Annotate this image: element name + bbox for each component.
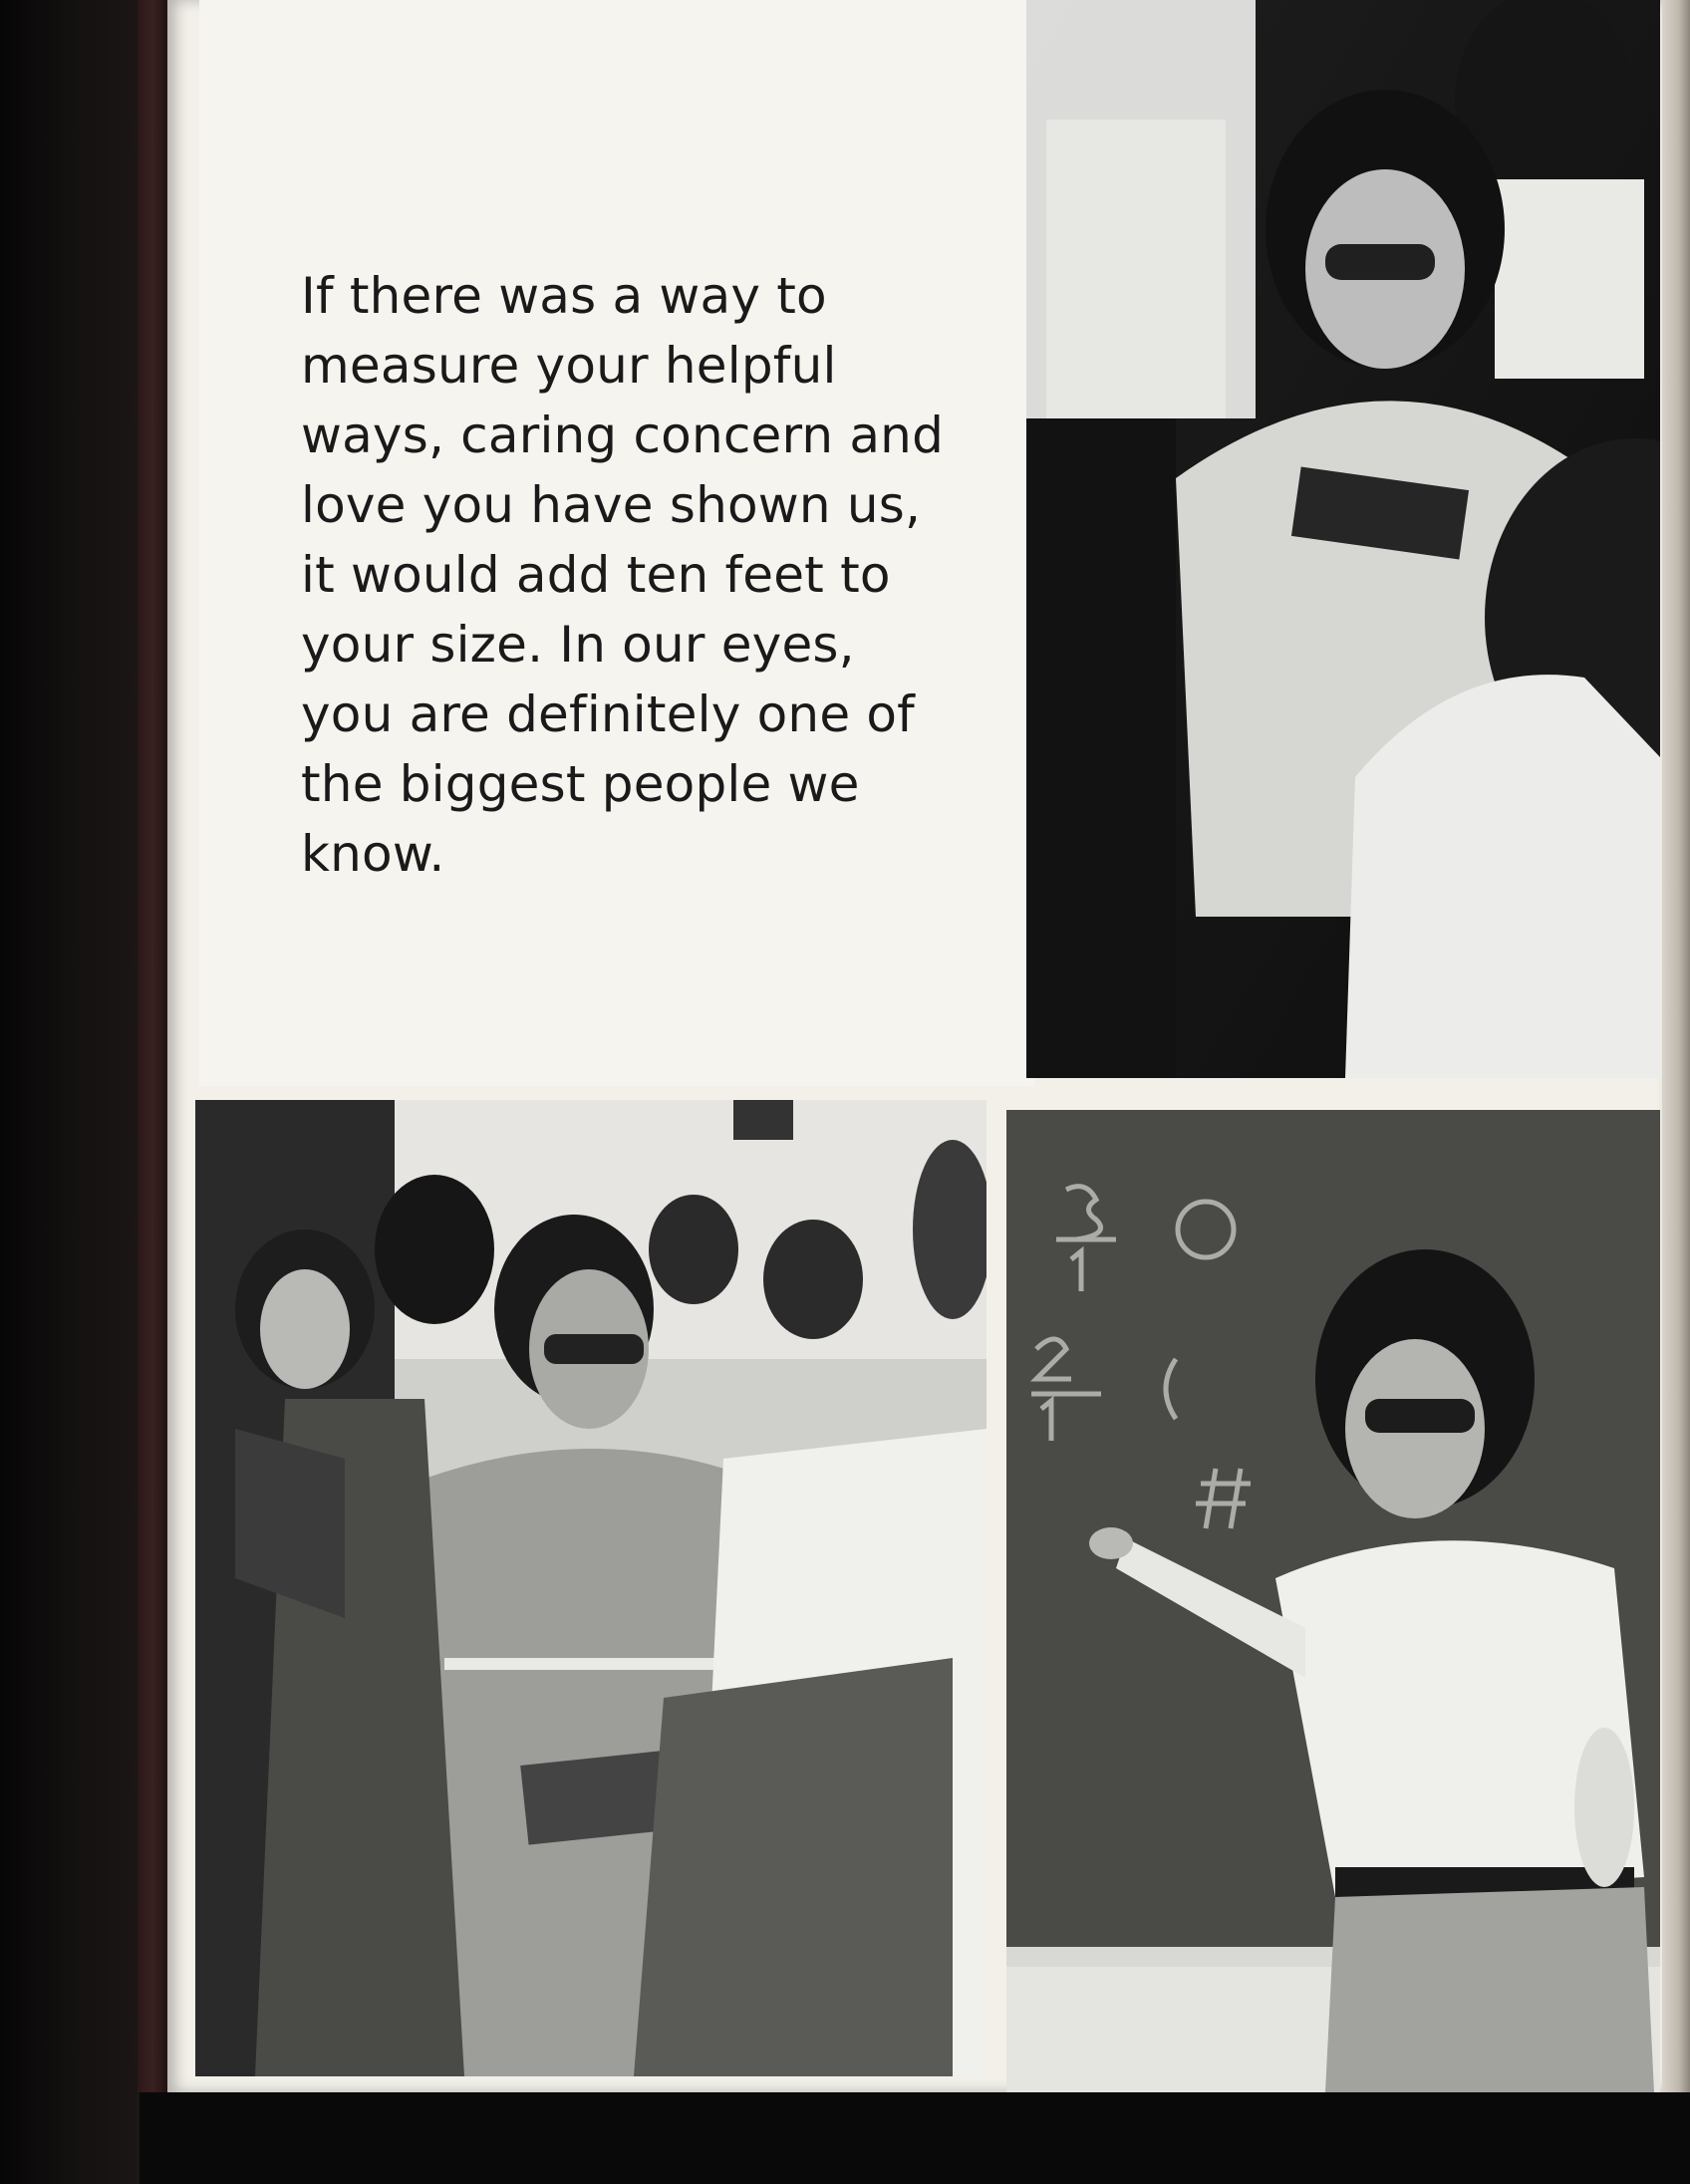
book-spine-shadow [0,0,140,2184]
page-gutter-edge [1662,0,1690,2092]
teacher-notebook-photo [1026,0,1660,1078]
teacher-chalkboard-photo-graphic [1006,1110,1660,2092]
tribute-paragraph: If there was a way to measure your helpful ways, caring concern and love you have shown us, it would add ten feet to your size. In our eyes, you are definitely one of the biggest people we know. [301,267,945,883]
teacher-chalkboard-photo [1006,1110,1660,2092]
students-hallway-photo [195,1100,986,2076]
cover-board-edge [138,0,167,2092]
bottom-binding-shadow [140,2092,1690,2184]
students-hallway-photo-graphic [195,1100,986,2076]
teacher-notebook-photo-graphic [1026,0,1660,1078]
